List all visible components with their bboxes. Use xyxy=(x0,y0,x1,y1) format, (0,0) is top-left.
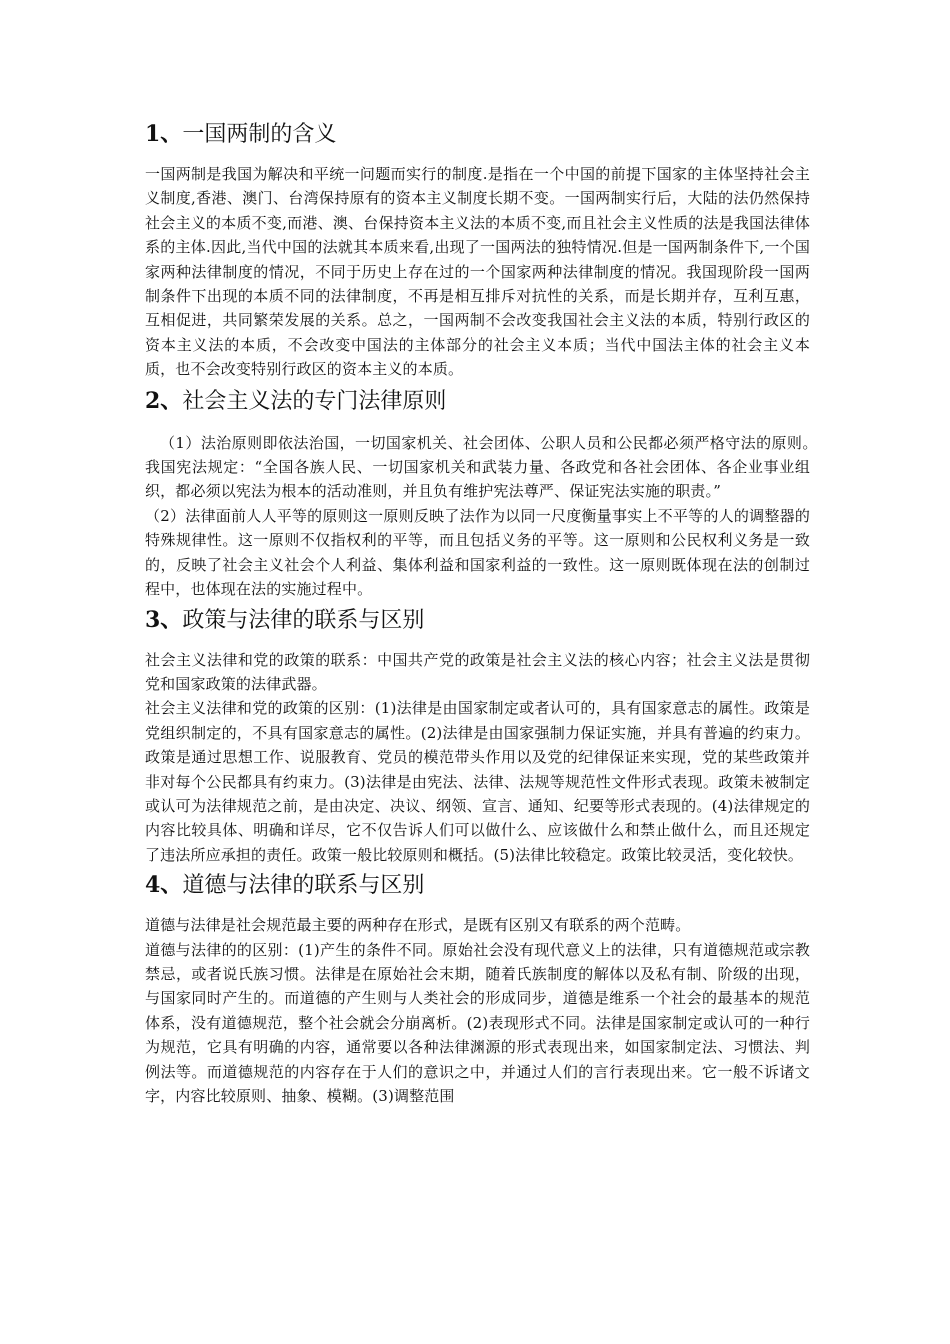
paragraph: 社会主义法律和党的政策的联系：中国共产党的政策是社会主义法的核心内容；社会主义法是贯彻党和国家政策的法律武器。 xyxy=(145,650,810,693)
document-page xyxy=(145,118,841,1108)
section-one-country-two-systems xyxy=(145,118,810,382)
section-title: 道德与法律的联系与区别 xyxy=(182,873,425,899)
section-heading xyxy=(145,604,810,636)
section-number: 4、 xyxy=(145,872,183,899)
paragraph: 道德与法律是社会规范最主要的两种存在形式，是既有区别又有联系的两个范畴。 xyxy=(145,916,691,935)
section-policy-and-law xyxy=(145,604,810,868)
section-heading xyxy=(145,385,810,417)
section-title: 一国两制的含义 xyxy=(182,122,337,147)
paragraph: 一国两制是我国为解决和平统一问题而实行的制度.是指在一个中国的前提下国家的主体坚持社会主义制度,香港、澳门、台湾保持原有的资本主义制度长期不变。一国两制实行后，大陆的法仍然保持社会主义的本质不变,而港、澳、台保持资本主义法的本质不变,而且社会主义性质的法是我国法律体系的主体.因此,当代中国的法就其本质来看,出现了一国两法的独特情况.但是一国两制条件下,一个国家两种法律制度的情况，不同于历史上存在过的一个国家两种法律制度的情况。我国现阶段一国两制条件下出现的本质不同的法律制度，不再是相互排斥对抗性的关系，而是长期并存，互利互惠，互相促进，共同繁荣发展的关系。总之，一国两制不会改变我国社会主义法的本质，特别行政区的资本主义法的本质，不会改变中国法的主体部分的社会主义本质；当代中国法主体的社会主义本质，也不会改变特别行政区的资本主义的本质。 xyxy=(145,165,810,379)
paragraph: 道德与法律的的区别：(1)产生的条件不同。原始社会没有现代意义上的法律，只有道德规范或宗教禁忌，或者说氏族习惯。法律是在原始社会末期，随着氏族制度的解体以及私有制、阶级的出现，与国家同时产生的。而道德的产生则与人类社会的形成同步，道德是维系一个社会的最基本的规范体系，没有道德规范，整个社会就会分崩离析。(2)表现形式不同。法律是国家制定或认可的一种行为规范，它具有明确的内容，通常要以各种法律渊源的形式表现出来，如国家制定法、习惯法、判例法等。而道德规范的内容存在于人们的意识之中，并通过人们的言行表现出来。它一般不诉诸文字，内容比较原则、抽象、模糊。(3)调整范围 xyxy=(145,940,810,1105)
section-number: 2、 xyxy=(145,387,183,414)
paragraph: 社会主义法律和党的政策的区别：(1)法律是由国家制定或者认可的，具有国家意志的属性。政策是党组织制定的，不具有国家意志的属性。(2)法律是由国家强制力保证实施，并具有普遍的约束力。政策是通过思想工作、说服教育、党员的模范带头作用以及党的纪律保证来实现，党的某些政策并非对每个公民都具有约束力。(3)法律是由宪法、法律、法规等规范性文件形式表现。政策未被制定或认可为法律规范之前，是由决定、决议、纲领、宣言、通知、纪要等形式表现的。(4)法律规定的内容比较具体、明确和详尽，它不仅告诉人们可以做什么、应该做什么和禁止做什么，而且还规定了违法所应承担的责任。政策一般比较原则和概括。(5)法律比较稳定。政策比较灵活，变化较快。 xyxy=(145,699,810,864)
section-title: 社会主义法的专门法律原则 xyxy=(182,388,447,414)
section-socialist-law-principles xyxy=(145,385,841,602)
paragraph: （2）法律面前人人平等的原则这一原则反映了法作为以同一尺度衡量事实上不平等的人的调整器的特殊规律性。这一原则不仅指权利的平等，而且包括义务的平等。这一原则和公民权利义务是一致的，反映了社会主义社会个人利益、集体利益和国家利益的一致性。这一原则既体现在法的创制过程中，也体现在法的实施过程中。 xyxy=(145,506,810,599)
section-morality-and-law xyxy=(145,869,810,1108)
section-heading xyxy=(145,869,810,901)
section-heading xyxy=(145,118,810,150)
section-number: 1、 xyxy=(145,121,183,147)
section-number: 3、 xyxy=(145,606,183,633)
paragraph: （1）法治原则即依法治国，一切国家机关、社会团体、公职人员和公民都必须严格守法的原则。 我国宪法规定：“全国各族人民、一切国家机关和武装力量、各政党和各社会团体、各企业事业组织，都必须以宪法为根本的活动准则，并且负有维护宪法尊严、保证宪法实施的职责。” xyxy=(145,433,841,501)
section-title: 政策与法律的联系与区别 xyxy=(182,607,425,633)
